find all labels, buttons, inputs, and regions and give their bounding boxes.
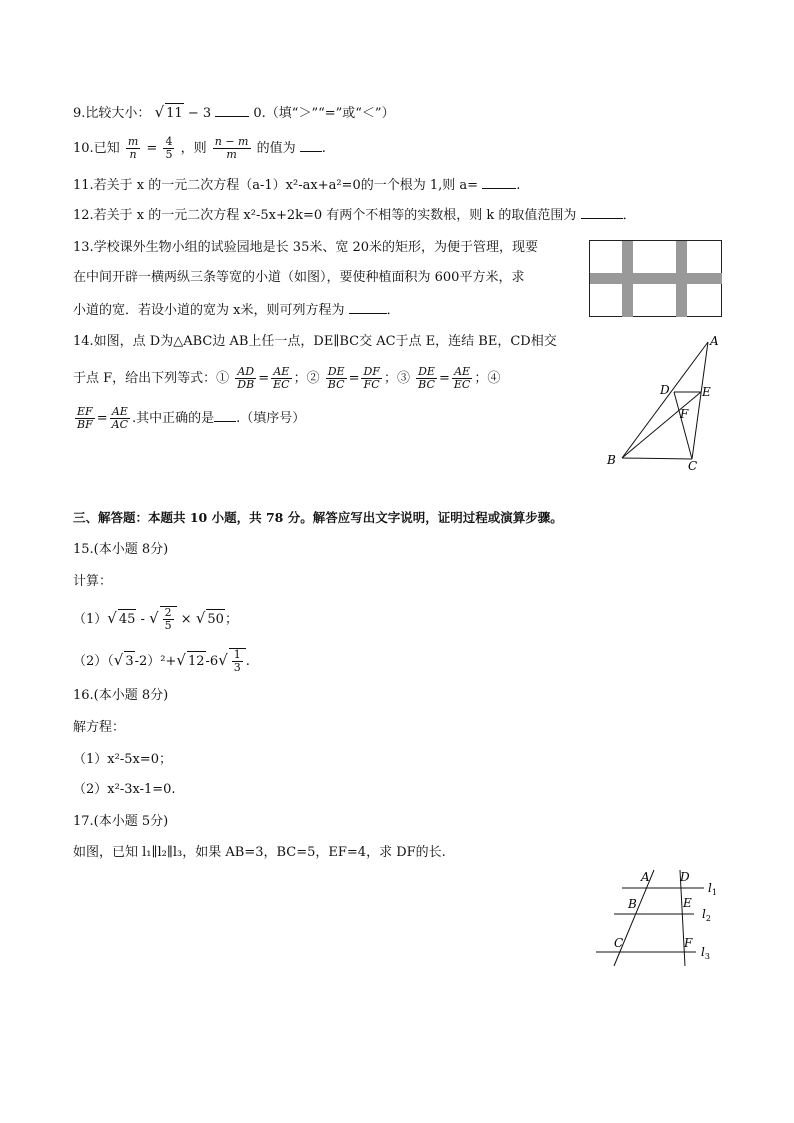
answer-blank[interactable] [349, 300, 387, 314]
question-9: 9.比较大小： √ 11 − 3 0.（填“＞”“=”或“＜”） [73, 102, 395, 124]
garden-figure [589, 240, 723, 318]
question-14-line-3: $\frac{EF}{BF}$ = $\frac{AE}{AC}$ .其中正确的是 .（填序号） [77, 405, 306, 431]
question-16-head: 16.(本小题 8分) [73, 688, 169, 703]
question-15-part-1: （1）√ 45 - √ $\frac{2}{5}$ × √ 50； [73, 606, 238, 632]
question-14-line-2: 于点 F，给出下列等式：① $\frac{AD}{DB}$ = $\frac{AE}{EC}$ ；② $\frac{DE}{BC}$ = $\frac{DF}{FC}$ ；③ $\frac{DE}{BC}$ = $\frac{AE}{EC}$ ；④ [73, 365, 501, 391]
label-E: E [683, 896, 692, 910]
question-11: 11.若关于 x 的一元二次方程（a-1）x²-ax+a²=0的一个根为 1,则 a= . [73, 175, 520, 196]
question-17-head: 17.(本小题 5分) [73, 814, 169, 829]
label-B: B [628, 897, 637, 911]
section-3-title: 三、解答题：本题共 10 小题，共 78 分。解答应写出文字说明，证明过程或演算步骤。 [73, 510, 563, 525]
question-13-line-2: 在中间开辟一横两纵三条等宽的小道（如图），要使种植面积为 600平方米，求 [73, 270, 525, 285]
question-10: 10.已知 $\frac{m}{n}$ = $\frac{4}{5}$ ，则 $\frac{n - m}{m}$ 的值为 . [73, 135, 326, 161]
path-horizontal [590, 273, 722, 284]
question-16-instr: 解方程： [73, 720, 126, 735]
label-A: A [641, 870, 650, 884]
answer-blank[interactable] [215, 103, 249, 117]
answer-blank[interactable] [214, 408, 236, 422]
answer-blank[interactable] [581, 205, 623, 219]
label-B: B [607, 453, 616, 467]
label-l1: $l_1$ [708, 881, 717, 897]
question-15-head: 15.(本小题 8分) [73, 542, 169, 557]
question-15-part-2: （2）（√ 3-2）²+√ 12-6√ $\frac{1}{3}$ . [73, 648, 250, 674]
question-13-line-1: 13.学校课外生物小组的试验园地是长 35米、宽 20米的矩形，为便于管理，现要 [73, 240, 539, 255]
question-17-text: 如图，已知 l₁∥l₂∥l₃，如果 AB=3，BC=5，EF=4，求 DF的长. [73, 845, 446, 860]
label-C: C [614, 936, 624, 950]
label-F: F [680, 407, 689, 421]
label-D: D [660, 383, 670, 397]
label-E: E [702, 385, 711, 399]
label-C: C [688, 459, 698, 472]
question-16-part-1: （1）x²-5x=0； [73, 752, 172, 767]
question-13-line-3: 小道的宽．若设小道的宽为 x米，则可列方程为 ． [73, 300, 400, 321]
label-A: A [710, 334, 719, 348]
question-16-part-2: （2）x²-3x-1=0. [73, 782, 176, 797]
label-l2: $l_2$ [702, 907, 711, 923]
question-14-line-1: 14.如图，点 D为△ABC边 AB上任一点，DE∥BC交 AC于点 E，连结 BE，CD相交 [73, 334, 557, 349]
parallel-lines-figure [594, 866, 724, 970]
label-D: D [680, 870, 690, 884]
question-12: 12.若关于 x 的一元二次方程 x²-5x+2k=0 有两个不相等的实数根，则 k 的取值范围为 ． [73, 205, 636, 226]
label-F: F [684, 936, 693, 950]
triangle-figure [600, 332, 730, 472]
label-l3: $l_3$ [701, 945, 710, 961]
answer-blank[interactable] [482, 175, 516, 189]
question-15-instr: 计算： [73, 574, 113, 589]
answer-blank[interactable] [300, 138, 322, 152]
